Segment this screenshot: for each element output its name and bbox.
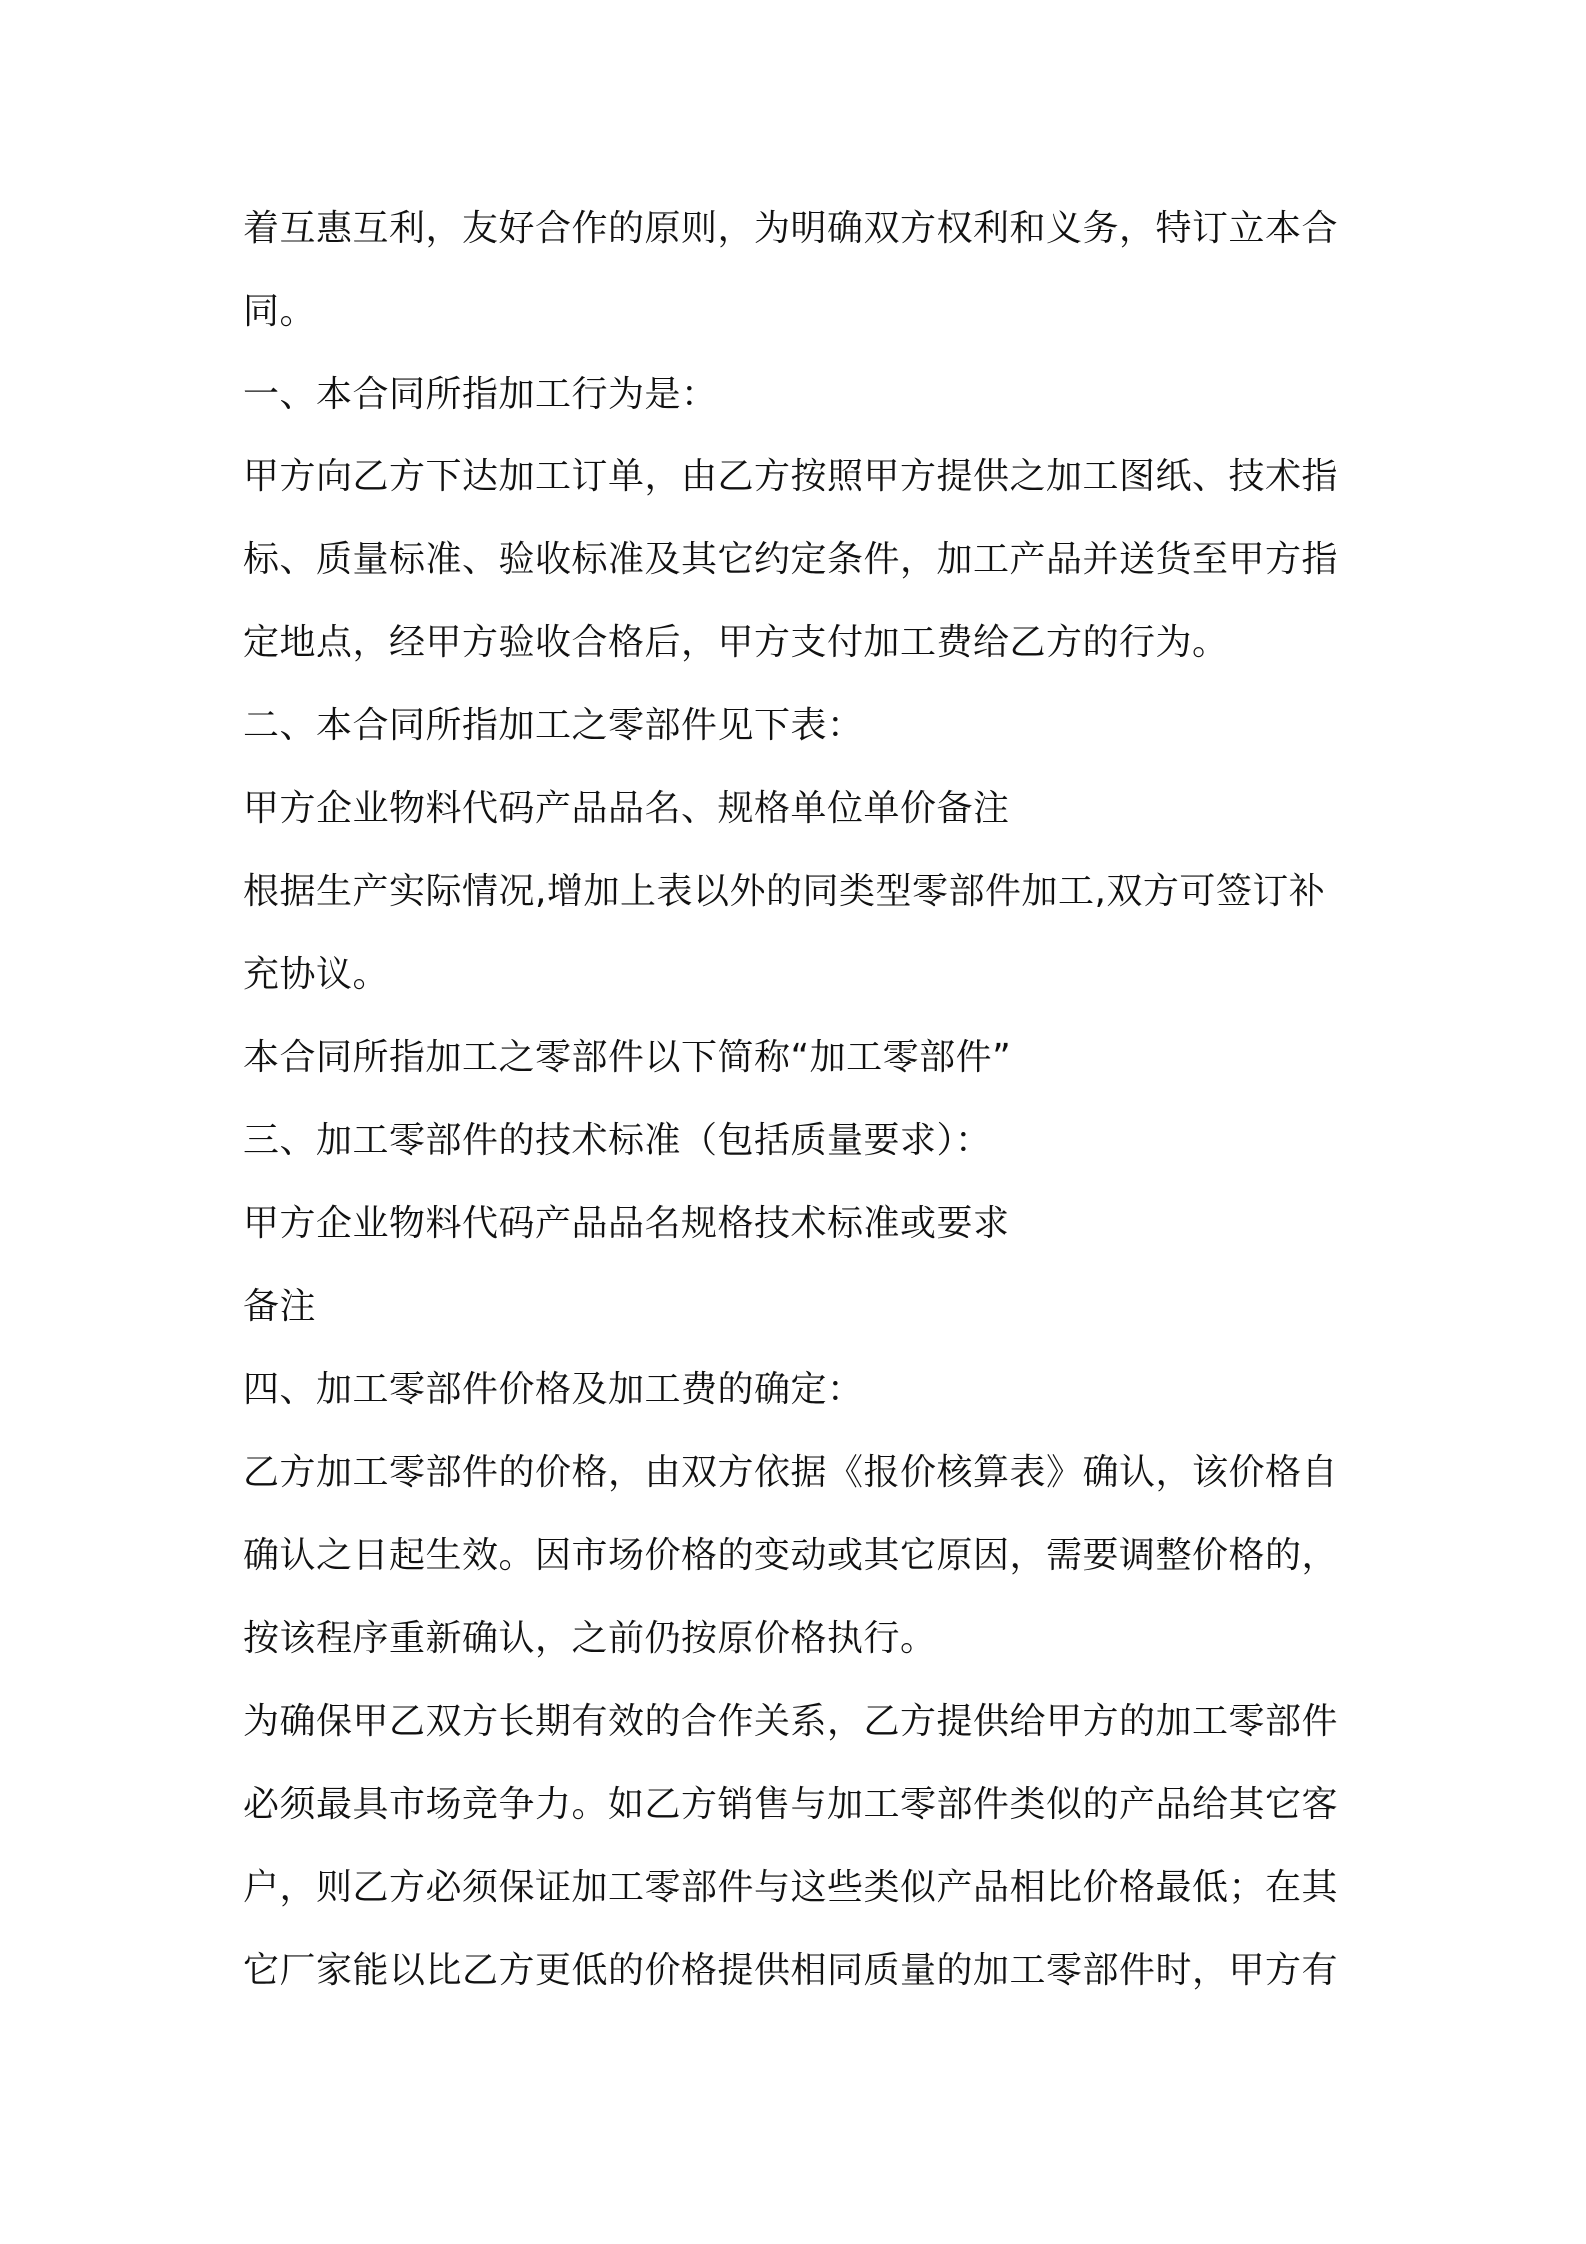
- text-line: 根据生产实际情况,增加上表以外的同类型零部件加工,双方可签订补: [243, 871, 1326, 912]
- text-line: 户，则乙方必须保证加工零部件与这些类似产品相比价格最低；在其: [243, 1867, 1339, 1908]
- text-line: 确认之日起生效。因市场价格的变动或其它原因，需要调整价格的，: [243, 1535, 1339, 1576]
- text-line: 着互惠互利，友好合作的原则，为明确双方权利和义务，特订立本合: [243, 208, 1339, 249]
- text-line: 同。: [243, 291, 317, 332]
- text-line: 甲方向乙方下达加工订单，由乙方按照甲方提供之加工图纸、技术指: [243, 456, 1339, 497]
- text-line: 乙方加工零部件的价格，由双方依据《报价核算表》确认，该价格自: [243, 1452, 1339, 1493]
- text-line: 必须最具市场竞争力。如乙方销售与加工零部件类似的产品给其它客: [243, 1784, 1339, 1825]
- text-line: 充协议。: [243, 954, 390, 995]
- text-line: 标、质量标准、验收标准及其它约定条件，加工产品并送货至甲方指: [243, 539, 1339, 580]
- text-line: 本合同所指加工之零部件以下简称“加工零部件”: [243, 1037, 1012, 1078]
- section-heading: 二、本合同所指加工之零部件见下表：: [243, 705, 864, 746]
- text-line: 为确保甲乙双方长期有效的合作关系，乙方提供给甲方的加工零部件: [243, 1701, 1339, 1742]
- table-header-line: 甲方企业物料代码产品品名规格技术标准或要求: [243, 1203, 1010, 1244]
- section-heading: 四、加工零部件价格及加工费的确定：: [243, 1369, 864, 1410]
- text-line: 按该程序重新确认，之前仍按原价格执行。: [243, 1618, 937, 1659]
- table-header-line: 甲方企业物料代码产品品名、规格单位单价备注: [243, 788, 1010, 829]
- text-line: 它厂家能以比乙方更低的价格提供相同质量的加工零部件时，甲方有: [243, 1950, 1339, 1991]
- section-heading: 一、本合同所指加工行为是：: [243, 374, 718, 415]
- section-heading: 三、加工零部件的技术标准（包括质量要求）：: [243, 1120, 992, 1161]
- text-line: 定地点，经甲方验收合格后，甲方支付加工费给乙方的行为。: [243, 622, 1229, 663]
- text-line: 备注: [243, 1286, 317, 1327]
